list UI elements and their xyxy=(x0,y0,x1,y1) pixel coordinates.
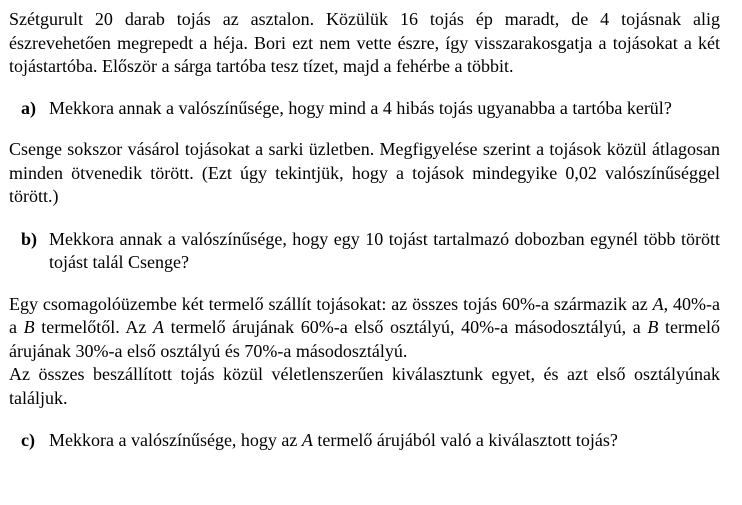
question-c-post: termelő árujából való a kiválasztott tojás? xyxy=(312,430,618,450)
question-a-text: Mekkora annak a valószínűsége, hogy mind a 4 hibás tojás ugyanabba a tartóba kerül? xyxy=(49,97,672,118)
question-c xyxy=(9,429,720,453)
producer-a-var: A xyxy=(652,293,664,314)
context-c-s1-post: termelőtől. Az xyxy=(34,317,153,337)
producer-b-var-2: B xyxy=(647,317,659,337)
context-c-s1-mid: , 40%-a a xyxy=(9,293,720,337)
producer-a-var-2: A xyxy=(152,317,164,337)
question-b-label: b) xyxy=(21,228,38,249)
context-c-s2-mid: termelő árujának 60%-a első osztályú, 40%-a másodosztályú, a xyxy=(163,317,648,337)
question-b xyxy=(9,228,720,275)
context-c-s2-post: termelő árujának 30%-a első osztályú és 70%-a másodosztályú. xyxy=(9,317,721,361)
question-c-pre: Mekkora a valószínűsége, hogy az xyxy=(49,430,302,450)
context-c-s1-pre: Egy csomagolóüzembe két termelő szállít tojásokat: az összes tojás 60%-a származik az xyxy=(9,293,653,314)
producer-b-var: B xyxy=(23,317,35,337)
problem-document xyxy=(9,8,720,453)
question-c-label: c) xyxy=(21,430,35,450)
question-c-var: A xyxy=(301,430,313,450)
question-a-label: a) xyxy=(21,97,36,118)
intro-paragraph: Szétgurult 20 darab tojás az asztalon. Közülük 16 tojás ép maradt, de 4 tojásnak alig észrevehetően megrepedt a héja. Bori ezt nem vette észre, így visszarakosgatja a tojásokat a két tojástartóba. Először a sárga tartóba tesz tízet, majd a fehérbe a többit. xyxy=(9,9,720,76)
question-a xyxy=(9,97,720,121)
context-b-paragraph: Csenge sokszor vásárol tojásokat a sarki üzletben. Megfigyelése szerint a tojások közül átlagosan minden ötvenedik törött. (Ezt úgy tekintjük, hogy a tojások mindegyike 0,02 valószínűséggel törött.) xyxy=(9,139,720,206)
question-c-text xyxy=(49,430,618,450)
question-b-text: Mekkora annak a valószínűsége, hogy egy 10 tojást tartalmazó dobozban egynél több törött tojást talál Csenge? xyxy=(49,228,720,272)
context-c-paragraph xyxy=(9,293,720,364)
context-c2-paragraph: Az összes beszállított tojás közül véletlenszerűen kiválasztunk egyet, és azt első osztályúnak találjuk. xyxy=(9,364,720,408)
